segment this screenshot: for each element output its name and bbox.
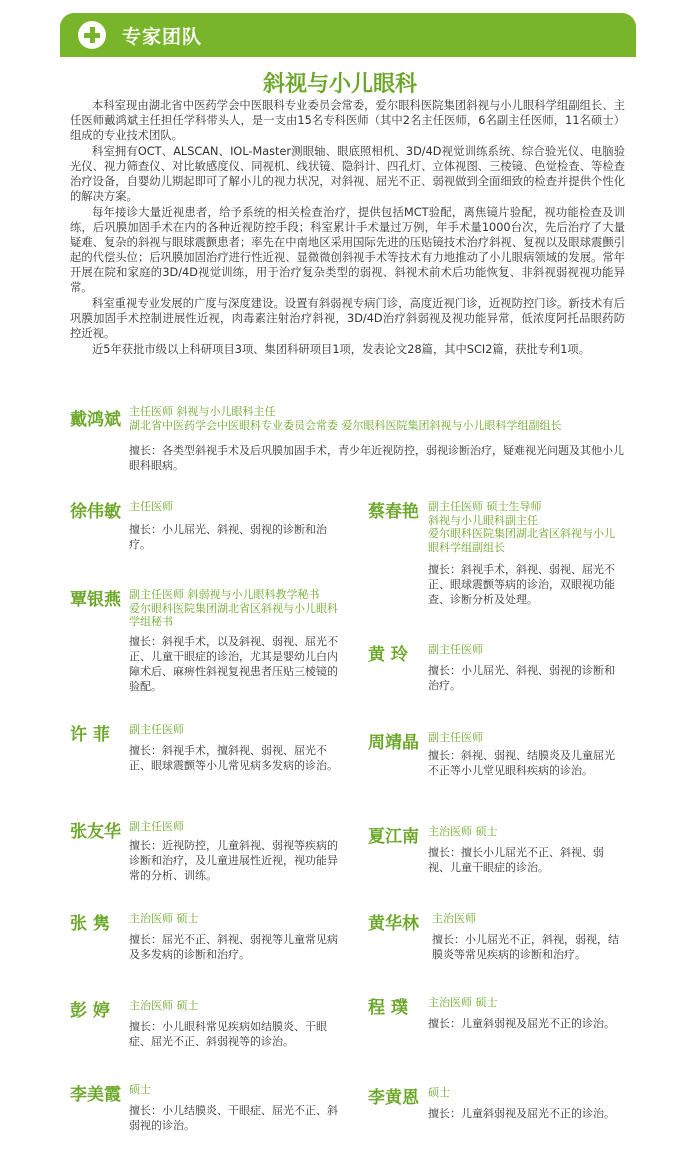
doctor-title: 主任医师 斜视与小儿眼科主任 湖北省中医药学会中医眼科专业委员会常委 爱尔眼科医院集团斜视与小儿眼科学组副组长 — [129, 405, 562, 432]
doctor-card — [368, 1083, 630, 1143]
doctor-specialty: 擅长：屈光不正、斜视、弱视等儿童常见病及多发病的诊断和治疗。 — [129, 933, 338, 961]
doctor-specialty: 擅长：小儿屈光不正，斜视，弱视，结膜炎等常见疾病的诊断和治疗。 — [432, 933, 619, 961]
doctor-specialty: 擅长：斜视、弱视、结膜炎及儿童屈光不正等小儿堂见眼科疾病的诊治。 — [428, 749, 615, 777]
doctor-title: 主治医师 硕士 — [129, 999, 199, 1012]
doctor-specialty: 擅长：斜视手术，斜视、弱视、屈光不正、眼球震颤等病的诊治，双眼视功能查、诊断分析及处理。 — [428, 563, 615, 606]
doctor-specialty: 擅长：儿童斜弱视及屈光不正的诊治。 — [428, 1017, 615, 1030]
doctor-specialty: 擅长：儿童斜弱视及屈光不正的诊治。 — [428, 1107, 615, 1120]
doctor-name: 徐伟敏 — [70, 502, 121, 522]
doctor-specialty: 擅长：小儿屈光、斜视、弱视的诊断和治疗。 — [129, 523, 327, 551]
doctor-name: 黄华林 — [368, 914, 419, 934]
doctor-name: 周靖晶 — [368, 733, 419, 753]
doctor-title: 主治医师 硕士 — [428, 825, 498, 838]
intro-paragraph: 近5年获批市级以上科研项目3项、集团科研项目1项，发表论文28篇，其中SCI2篇，获批专利1项。 — [92, 343, 590, 356]
doctor-title: 硕士 — [428, 1086, 450, 1099]
doctor-card — [70, 996, 350, 1056]
doctor-name: 戴鸿斌 — [70, 410, 121, 430]
doctor-title: 副主任医师 — [129, 820, 184, 833]
doctor-card — [368, 993, 630, 1053]
doctor-name: 覃银燕 — [70, 590, 121, 610]
doctor-card — [70, 817, 350, 892]
doctor-specialty: 擅长：近视防控，儿童斜视、弱视等疾病的诊断和治疗，及儿童进展性近视，视功能异常的分析、训练。 — [129, 839, 338, 882]
doctor-name: 张友华 — [70, 822, 121, 842]
doctor-title: 主治医师 硕士 — [129, 912, 199, 925]
doctor-title: 副主任医师 — [428, 731, 483, 744]
doctor-card — [70, 585, 350, 700]
doctor-specialty: 擅长：小儿屈光、斜视、弱视的诊断和治疗。 — [428, 664, 615, 692]
doctor-card — [368, 728, 630, 788]
intro-text — [70, 98, 625, 358]
intro-paragraph: 科室重视专业发展的广度与深度建设。设置有斜弱视专病门诊，高度近视门诊，近视防控门诊。新技术有后巩膜加固手术控制进展性近视，肉毒素注射治疗斜视，3D/4D治疗斜弱视及视功能异常，低浓度阿托品眼药防控近视。 — [70, 297, 625, 340]
doctor-name: 程 璞 — [368, 998, 408, 1018]
doctor-name: 李美霞 — [70, 1085, 121, 1105]
doctor-name: 李黄恩 — [368, 1088, 419, 1108]
intro-paragraph: 每年接诊大量近视患者，给予系统的相关检查治疗，提供包括MCT验配，离焦镜片验配，视功能检查及训练，后巩膜加固手术在内的各种近视防控手段；科室累计手术量过万例，年手术量1000台次，先后治疗了大量疑难、复杂的斜视与眼球震颤患者；率先在中南地区采用国际先进的压贴镜技术治疗斜视、复视以及眼球震颤引起的代偿头位；后巩膜加固治疗进行性近视、显微微创斜视手术等技术有力地推动了小儿眼病领域的发展。常年开展在院和家庭的3D/4D视觉训练，用于治疗复杂类型的弱视、斜视术前术后功能恢复、非斜视弱视视功能异常。 — [70, 206, 625, 294]
doctor-name: 彭 婷 — [70, 1001, 110, 1021]
doctor-title: 副主任医师 硕士生导师 斜视与小儿眼科副主任 爱尔眼科医院集团湖北省区斜视与小儿眼科学组副组长 — [428, 500, 615, 554]
doctor-title: 硕士 — [129, 1083, 151, 1096]
header-title: 专家团队 — [122, 26, 203, 48]
section-header-bar — [60, 13, 636, 57]
doctor-specialty: 擅长：斜视手术，以及斜视、弱视、屈光不正、儿童干眼症的诊治，尤其是婴幼儿白内障术后、麻痹性斜视复视患者压贴三棱镜的验配。 — [129, 635, 338, 693]
doctor-name: 黄 玲 — [368, 645, 408, 665]
doctor-card — [368, 909, 630, 969]
doctor-card — [70, 1080, 350, 1140]
plus-cross-icon — [78, 21, 106, 49]
intro-paragraph: 科室拥有OCT、ALSCAN、IOL-Master测眼轴、眼底照相机、3D/4D视觉训练系统、综合验光仪、电脑验光仪、视力筛查仪、对比敏感度仪、同视机、线状镜、隐斜计、四孔灯、立体视图、三棱镜、色觉检查、等检查治疗设备，自婴幼儿期起即可了解小儿的视力状况，对斜视、屈光不正、弱视做到全面细致的检查并提供个性化的解决方案。 — [70, 145, 625, 203]
doctor-card — [368, 497, 630, 617]
doctor-card — [70, 720, 350, 795]
doctor-card — [368, 822, 630, 882]
doctor-card — [70, 497, 350, 567]
doctor-card — [70, 909, 350, 969]
doctor-specialty: 擅长：各类型斜视手术及后巩膜加固手术，青少年近视防控，弱视诊断治疗，疑难视光问题及其他小儿眼科眼病。 — [129, 444, 624, 472]
doctor-name: 夏江南 — [368, 827, 419, 847]
doctor-specialty: 擅长：斜视手术，擅斜视、弱视、屈光不正、眼球震颤等小儿常见病多发病的诊治。 — [129, 744, 338, 772]
doctor-specialty: 擅长：擅长小儿屈光不正、斜视、弱视、儿童干眼症的诊治。 — [428, 846, 604, 874]
doctor-card — [368, 640, 630, 700]
doctor-specialty: 擅长：小儿结膜炎、干眼症、屈光不正、斜弱视的诊治。 — [129, 1104, 338, 1132]
intro-paragraph: 本科室现由湖北省中医药学会中医眼科专业委员会常委，爱尔眼科医院集团斜视与小儿眼科学组副组长、主任医师戴鸿斌主任担任学科带头人，是一支由15名专科医师（其中2名主任医师，6名副主任医师，11名硕士）组成的专业技术团队。 — [70, 99, 625, 142]
doctor-name: 许 菲 — [70, 725, 110, 745]
doctor-title: 主治医师 — [432, 912, 476, 925]
section-title: 斜视与小儿眼科 — [262, 72, 417, 97]
doctor-name: 张 隽 — [70, 914, 110, 934]
doctor-card — [70, 405, 630, 485]
doctor-name: 蔡春艳 — [368, 502, 419, 522]
doctor-title: 副主任医师 斜弱视与小儿眼科教学秘书 爱尔眼科医院集团湖北省区斜视与小儿眼科学组秘书 — [129, 588, 338, 628]
doctor-specialty: 擅长：小儿眼科常见疾病如结膜炎、干眼症、屈光不正、斜弱视等的诊治。 — [129, 1020, 327, 1048]
doctor-title: 主任医师 — [129, 500, 173, 513]
doctor-title: 副主任医师 — [129, 723, 184, 736]
doctor-title: 主治医师 硕士 — [428, 996, 498, 1009]
doctor-title: 副主任医师 — [428, 643, 483, 656]
